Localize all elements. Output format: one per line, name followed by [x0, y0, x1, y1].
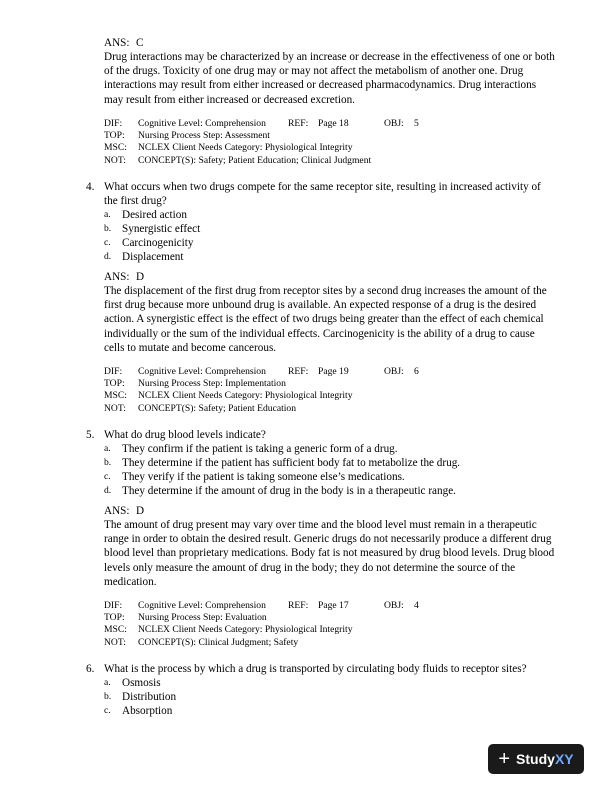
not-row: [104, 637, 564, 649]
option-c: [104, 470, 556, 484]
option-letter: a.: [104, 677, 111, 688]
dif-row: [104, 600, 564, 612]
ref-label: REF:: [288, 600, 309, 611]
option-text: Carcinogenicity: [122, 237, 194, 249]
dif-row: [104, 118, 564, 130]
q4-metadata: [104, 366, 564, 415]
q4-answer: [104, 270, 144, 284]
top-value: Nursing Process Step: Implementation: [138, 378, 286, 390]
dif-value: Cognitive Level: Comprehension: [138, 118, 266, 129]
obj-label: OBJ:: [384, 118, 404, 129]
obj-label: OBJ:: [384, 366, 404, 377]
option-letter: a.: [104, 443, 111, 454]
option-text: They determine if the amount of drug in the body is in a therapeutic range.: [122, 485, 456, 497]
top-label: TOP:: [104, 130, 125, 142]
q5-metadata: [104, 600, 564, 649]
ref-value: Page 17: [318, 600, 349, 611]
brand-main: Study: [516, 751, 555, 767]
dif-label: DIF:: [104, 118, 123, 129]
option-c: [104, 704, 556, 718]
option-d: [104, 250, 556, 264]
option-c: [104, 236, 556, 250]
dif-label: DIF:: [104, 366, 123, 377]
not-value: CONCEPT(S): Safety; Patient Education; Clinical Judgment: [138, 154, 372, 166]
q3-rationale: Drug interactions may be characterized by an increase or decrease in the effectiveness of one or both of the drugs. Toxicity of one drug may or may not affect the metabolism of another one. Drug interactions may result from either increased or decreased pharmacodynamics. Drug interactions may result from either increased or decreased excretion.: [104, 51, 555, 106]
q3-metadata: [104, 118, 564, 167]
msc-row: [104, 142, 564, 154]
msc-row: [104, 390, 564, 402]
not-row: [104, 403, 564, 415]
question-stem: What do drug blood levels indicate?: [104, 429, 266, 441]
msc-label: MSC:: [104, 142, 127, 154]
dif-value: Cognitive Level: Comprehension: [138, 600, 266, 611]
option-text: They determine if the patient has sufficient body fat to metabolize the drug.: [122, 457, 461, 469]
option-text: They verify if the patient is taking someone else’s medications.: [122, 471, 405, 483]
option-list: [104, 208, 556, 264]
top-value: Nursing Process Step: Assessment: [138, 130, 270, 142]
dif-value: Cognitive Level: Comprehension: [138, 366, 266, 377]
option-letter: c.: [104, 471, 111, 482]
option-letter: c.: [104, 705, 111, 716]
answer-value: D: [136, 505, 145, 517]
answer-label: ANS:: [104, 271, 130, 283]
option-b: [104, 222, 556, 236]
top-row: [104, 378, 564, 390]
obj-value: 5: [414, 118, 419, 129]
option-letter: a.: [104, 209, 111, 220]
question-5: [86, 428, 556, 498]
plus-icon: +: [498, 748, 511, 770]
not-row: [104, 155, 564, 167]
msc-label: MSC:: [104, 624, 127, 636]
option-letter: b.: [104, 457, 112, 468]
answer-label: ANS:: [104, 505, 130, 517]
answer-label: ANS:: [104, 37, 130, 49]
option-letter: b.: [104, 223, 112, 234]
option-letter: c.: [104, 237, 111, 248]
top-row: [104, 130, 564, 142]
brand-accent: XY: [554, 751, 574, 767]
question-number: 5.: [86, 429, 95, 441]
option-text: They confirm if the patient is taking a generic form of a drug.: [122, 443, 398, 455]
option-text: Absorption: [122, 705, 173, 717]
obj-label: OBJ:: [384, 600, 404, 611]
ref-value: Page 18: [318, 118, 349, 129]
q5-answer: [104, 504, 144, 518]
option-a: [104, 676, 556, 690]
option-letter: d.: [104, 485, 112, 496]
dif-row: [104, 366, 564, 378]
not-value: CONCEPT(S): Safety; Patient Education: [138, 402, 297, 414]
option-text: Distribution: [122, 691, 177, 703]
top-label: TOP:: [104, 378, 125, 390]
obj-value: 4: [414, 600, 419, 611]
msc-value: NCLEX Client Needs Category: Physiological Integrity: [138, 390, 353, 402]
option-letter: d.: [104, 251, 112, 262]
option-b: [104, 690, 556, 704]
answer-value: D: [136, 271, 145, 283]
top-label: TOP:: [104, 612, 125, 624]
question-stem: What is the process by which a drug is transported by circulating body fluids to receptor sites?: [104, 663, 527, 675]
msc-row: [104, 624, 564, 636]
question-number: 4.: [86, 181, 95, 193]
option-text: Synergistic effect: [122, 223, 201, 235]
question-6: [86, 662, 556, 718]
q5-rationale: The amount of drug present may vary over time and the blood level must remain in a therapeutic range in order to obtain the desired result. Generic drugs do not necessarily produce a different drug blood level than proprietary medications. Body fat is not measured by drug blood levels. Drug blood levels only measure the amount of drug in the body; they do not determine the source of the medication.: [104, 519, 555, 588]
q4-rationale: The displacement of the first drug from receptor sites by a second drug increases the amount of the first drug because more unbound drug is available. An expected response of a drug is the desired action. A synergistic effect is the effect of two drugs being greater than the effect of each chemical individually or the sum of the individual effects. Carcinogenicity is the ability of a drug to cause cells to mutate and become cancerous.: [104, 285, 547, 354]
obj-value: 6: [414, 366, 419, 377]
option-text: Osmosis: [122, 677, 161, 689]
msc-label: MSC:: [104, 390, 127, 402]
dif-label: DIF:: [104, 600, 123, 611]
msc-value: NCLEX Client Needs Category: Physiological Integrity: [138, 624, 353, 636]
q3-answer: [104, 36, 143, 50]
question-number: 6.: [86, 663, 95, 675]
option-a: [104, 208, 556, 222]
ref-value: Page 19: [318, 366, 349, 377]
question-4: [86, 180, 556, 264]
not-label: NOT:: [104, 402, 126, 414]
not-value: CONCEPT(S): Clinical Judgment; Safety: [138, 636, 299, 648]
option-b: [104, 456, 556, 470]
not-label: NOT:: [104, 636, 126, 648]
top-row: [104, 612, 564, 624]
not-label: NOT:: [104, 154, 126, 166]
ref-label: REF:: [288, 366, 309, 377]
option-text: Desired action: [122, 209, 187, 221]
ref-label: REF:: [288, 118, 309, 129]
option-text: Displacement: [122, 251, 184, 263]
question-stem: What occurs when two drugs compete for the same receptor site, resulting in increased activity of the first drug?: [104, 181, 541, 207]
option-letter: b.: [104, 691, 112, 702]
option-list: [104, 442, 556, 498]
studyxy-logo[interactable]: [488, 744, 584, 774]
msc-value: NCLEX Client Needs Category: Physiological Integrity: [138, 142, 353, 154]
option-a: [104, 442, 556, 456]
option-list: [104, 676, 556, 718]
answer-value: C: [136, 37, 144, 49]
option-d: [104, 484, 556, 498]
top-value: Nursing Process Step: Evaluation: [138, 612, 267, 624]
